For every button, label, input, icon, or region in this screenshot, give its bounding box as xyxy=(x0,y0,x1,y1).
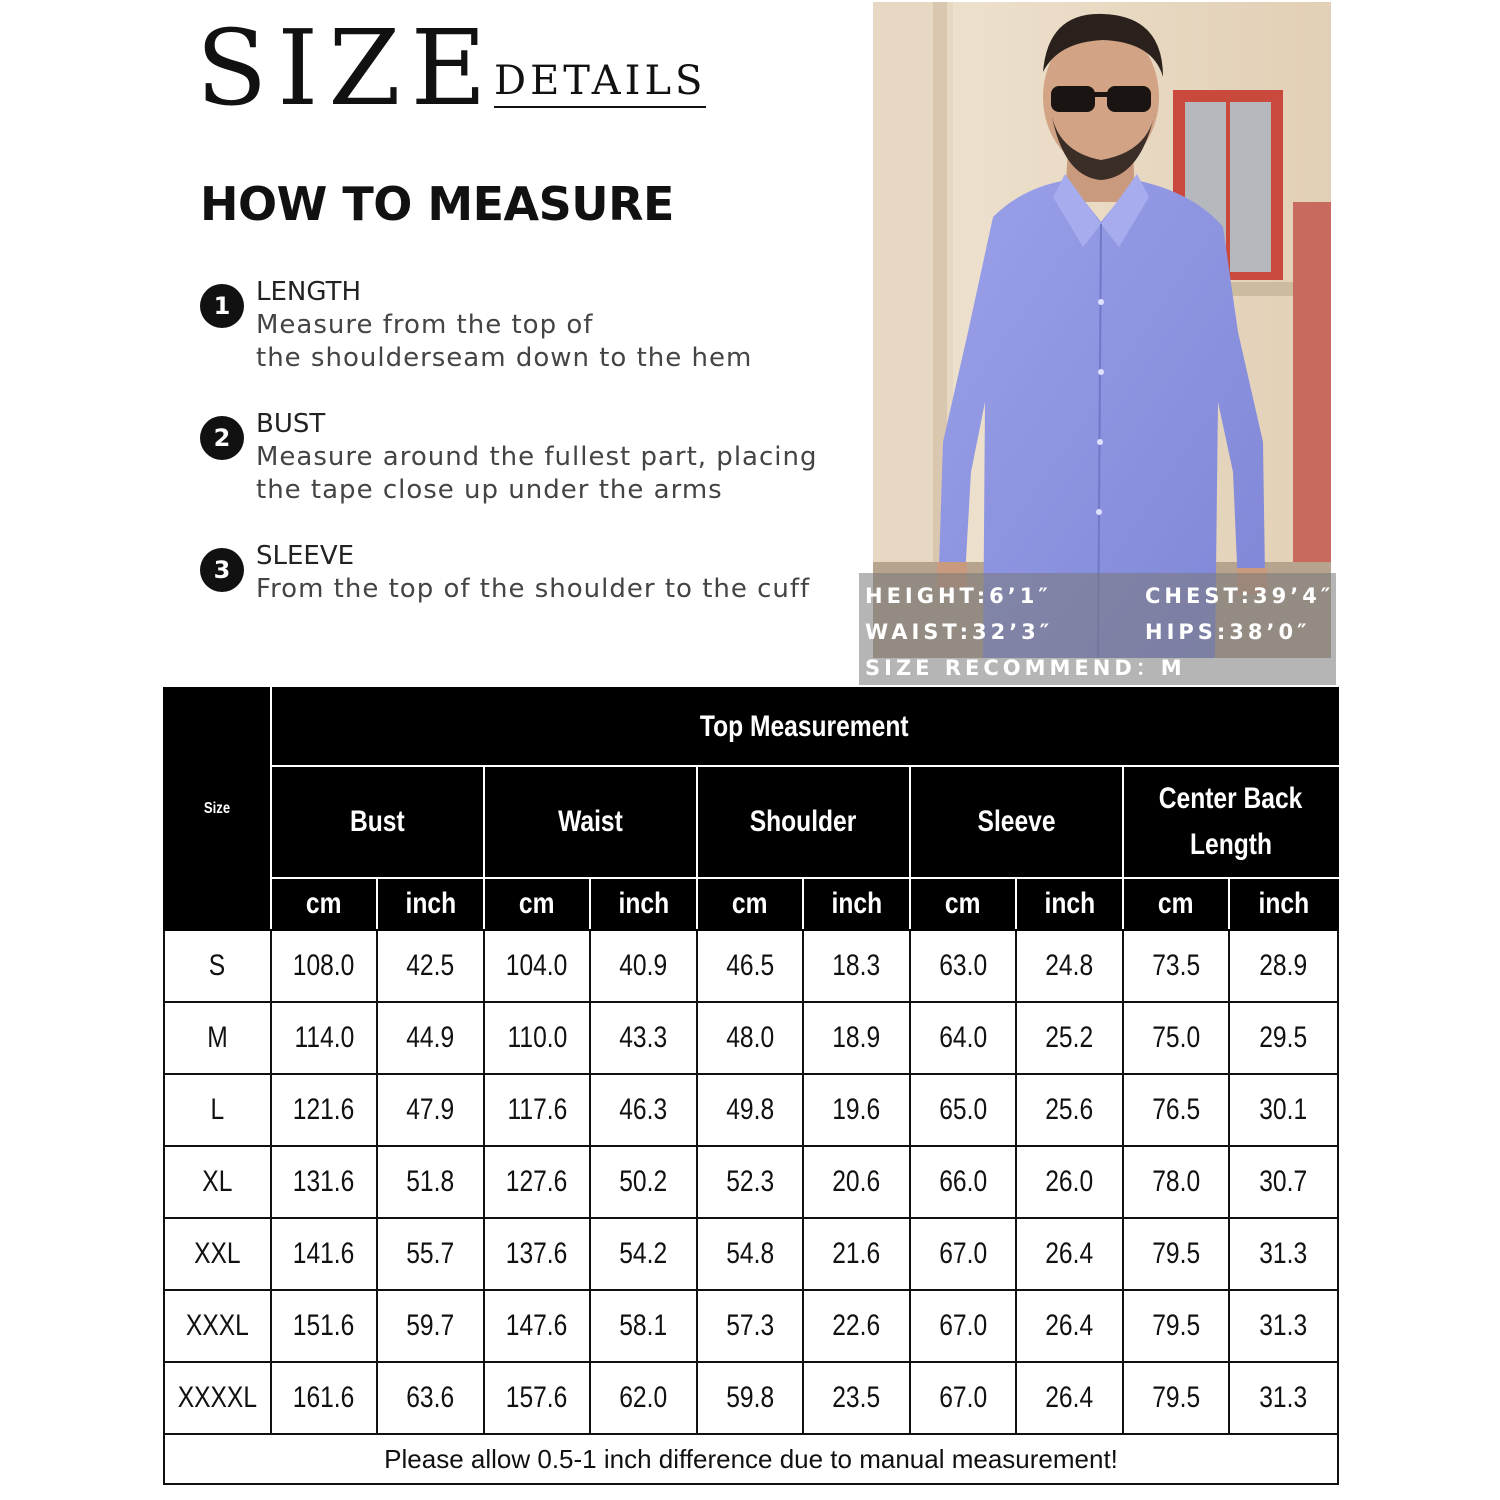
step-desc-line2: the shoulderseam down to the hem xyxy=(256,343,753,373)
model-waist: WAIST:32’3″ xyxy=(865,620,1054,644)
measurement-cell: 131.6 xyxy=(271,1146,377,1218)
measurement-cell: 55.7 xyxy=(377,1218,484,1290)
measurement-cell: 57.3 xyxy=(697,1290,803,1362)
model-chest: CHEST:39’4″ xyxy=(1145,584,1335,608)
group-header-sleeve: Sleeve xyxy=(910,766,1123,878)
measurement-cell: 75.0 xyxy=(1123,1002,1229,1074)
measurement-cell: 63.0 xyxy=(910,930,1016,1002)
measurement-cell: 46.5 xyxy=(697,930,803,1002)
measurement-cell: 157.6 xyxy=(484,1362,590,1434)
measurement-cell: 18.9 xyxy=(803,1002,910,1074)
measurement-cell: 59.8 xyxy=(697,1362,803,1434)
measurement-cell: 25.2 xyxy=(1016,1002,1123,1074)
measurement-cell: 31.3 xyxy=(1229,1290,1338,1362)
step-number-1: 1 xyxy=(200,284,244,328)
measurement-cell: 43.3 xyxy=(590,1002,697,1074)
measurement-cell: 25.6 xyxy=(1016,1074,1123,1146)
step-title: BUST xyxy=(256,409,326,439)
measurement-cell: 26.0 xyxy=(1016,1146,1123,1218)
measurement-cell: 28.9 xyxy=(1229,930,1338,1002)
group-header-center-back-length: Center Back Length xyxy=(1123,766,1338,878)
measurement-cell: 46.3 xyxy=(590,1074,697,1146)
measurement-cell: 47.9 xyxy=(377,1074,484,1146)
measurement-cell: 79.5 xyxy=(1123,1218,1229,1290)
measurement-cell: 22.6 xyxy=(803,1290,910,1362)
size-recommendation: SIZE RECOMMEND：M xyxy=(865,656,1186,680)
measurement-cell: 31.3 xyxy=(1229,1218,1338,1290)
size-cell: XXL xyxy=(164,1218,271,1290)
unit-header: inch xyxy=(590,878,697,930)
measurement-cell: 66.0 xyxy=(910,1146,1016,1218)
step-number-3: 3 xyxy=(200,548,244,592)
measurement-cell: 67.0 xyxy=(910,1290,1016,1362)
unit-header: cm xyxy=(697,878,803,930)
unit-header: cm xyxy=(910,878,1016,930)
measurement-cell: 24.8 xyxy=(1016,930,1123,1002)
measurement-cell: 67.0 xyxy=(910,1218,1016,1290)
size-cell: XXXL xyxy=(164,1290,271,1362)
measurement-cell: 161.6 xyxy=(271,1362,377,1434)
model-photo xyxy=(873,2,1331,658)
measurement-cell: 76.5 xyxy=(1123,1074,1229,1146)
measurement-cell: 104.0 xyxy=(484,930,590,1002)
size-chart-table xyxy=(163,687,1339,1485)
table-row xyxy=(164,1146,1338,1218)
measurement-cell: 23.5 xyxy=(803,1362,910,1434)
unit-header: inch xyxy=(803,878,910,930)
size-cell: XL xyxy=(164,1146,271,1218)
measurement-cell: 19.6 xyxy=(803,1074,910,1146)
measurement-cell: 54.2 xyxy=(590,1218,697,1290)
table-row xyxy=(164,1362,1338,1434)
table-row xyxy=(164,1290,1338,1362)
measurement-cell: 108.0 xyxy=(271,930,377,1002)
measurement-cell: 137.6 xyxy=(484,1218,590,1290)
top-measurement-header: Top Measurement xyxy=(271,688,1338,766)
measurement-cell: 151.6 xyxy=(271,1290,377,1362)
measurement-cell: 29.5 xyxy=(1229,1002,1338,1074)
title-size: SIZE xyxy=(196,7,497,129)
step-desc-line2: the tape close up under the arms xyxy=(256,475,723,505)
model-height: HEIGHT:6’1″ xyxy=(865,584,1052,608)
measurement-cell: 62.0 xyxy=(590,1362,697,1434)
step-number-2: 2 xyxy=(200,416,244,460)
model-hips: HIPS:38’0″ xyxy=(1145,620,1311,644)
size-column-header: Size xyxy=(164,688,271,930)
measurement-cell: 49.8 xyxy=(697,1074,803,1146)
table-row xyxy=(164,1218,1338,1290)
group-header-waist: Waist xyxy=(484,766,697,878)
unit-header: inch xyxy=(1016,878,1123,930)
unit-header: cm xyxy=(1123,878,1229,930)
step-desc-line1: Measure around the fullest part, placing xyxy=(256,442,818,472)
unit-header: inch xyxy=(377,878,484,930)
table-row xyxy=(164,1074,1338,1146)
measurement-cell: 67.0 xyxy=(910,1362,1016,1434)
measurement-note: Please allow 0.5-1 inch difference due to manual measurement! xyxy=(164,1434,1338,1484)
measurement-cell: 18.3 xyxy=(803,930,910,1002)
size-cell: XXXXL xyxy=(164,1362,271,1434)
how-to-measure-heading: HOW TO MEASURE xyxy=(200,177,674,231)
measurement-cell: 63.6 xyxy=(377,1362,484,1434)
measurement-cell: 114.0 xyxy=(271,1002,377,1074)
step-title: SLEEVE xyxy=(256,541,355,571)
measurement-cell: 54.8 xyxy=(697,1218,803,1290)
measurement-cell: 64.0 xyxy=(910,1002,1016,1074)
step-desc-line1: Measure from the top of xyxy=(256,310,594,340)
measurement-cell: 20.6 xyxy=(803,1146,910,1218)
unit-header: cm xyxy=(484,878,590,930)
measurement-cell: 48.0 xyxy=(697,1002,803,1074)
measurement-cell: 44.9 xyxy=(377,1002,484,1074)
measurement-cell: 127.6 xyxy=(484,1146,590,1218)
measurement-cell: 21.6 xyxy=(803,1218,910,1290)
measurement-cell: 42.5 xyxy=(377,930,484,1002)
measurement-cell: 50.2 xyxy=(590,1146,697,1218)
measurement-cell: 65.0 xyxy=(910,1074,1016,1146)
measurement-cell: 121.6 xyxy=(271,1074,377,1146)
group-header-shoulder: Shoulder xyxy=(697,766,910,878)
measurement-cell: 30.1 xyxy=(1229,1074,1338,1146)
unit-header: inch xyxy=(1229,878,1338,930)
measurement-cell: 147.6 xyxy=(484,1290,590,1362)
measurement-cell: 26.4 xyxy=(1016,1362,1123,1434)
step-desc-line1: From the top of the shoulder to the cuff xyxy=(256,574,811,604)
measurement-cell: 73.5 xyxy=(1123,930,1229,1002)
size-cell: L xyxy=(164,1074,271,1146)
group-header-bust: Bust xyxy=(271,766,484,878)
measurement-cell: 79.5 xyxy=(1123,1362,1229,1434)
measurement-cell: 110.0 xyxy=(484,1002,590,1074)
step-title: LENGTH xyxy=(256,277,362,307)
measurement-cell: 51.8 xyxy=(377,1146,484,1218)
measurement-cell: 26.4 xyxy=(1016,1290,1123,1362)
size-cell: M xyxy=(164,1002,271,1074)
size-table-body xyxy=(164,930,1338,1434)
title-details: DETAILS xyxy=(494,58,706,108)
measurement-cell: 117.6 xyxy=(484,1074,590,1146)
measurement-cell: 79.5 xyxy=(1123,1290,1229,1362)
measurement-cell: 58.1 xyxy=(590,1290,697,1362)
measurement-cell: 30.7 xyxy=(1229,1146,1338,1218)
model-stats-panel xyxy=(859,573,1336,685)
measurement-cell: 31.3 xyxy=(1229,1362,1338,1434)
measurement-cell: 26.4 xyxy=(1016,1218,1123,1290)
unit-header: cm xyxy=(271,878,377,930)
table-row xyxy=(164,930,1338,1002)
measurement-cell: 78.0 xyxy=(1123,1146,1229,1218)
measurement-cell: 59.7 xyxy=(377,1290,484,1362)
measurement-cell: 141.6 xyxy=(271,1218,377,1290)
measurement-cell: 40.9 xyxy=(590,930,697,1002)
size-cell: S xyxy=(164,930,271,1002)
table-row xyxy=(164,1002,1338,1074)
measurement-cell: 52.3 xyxy=(697,1146,803,1218)
